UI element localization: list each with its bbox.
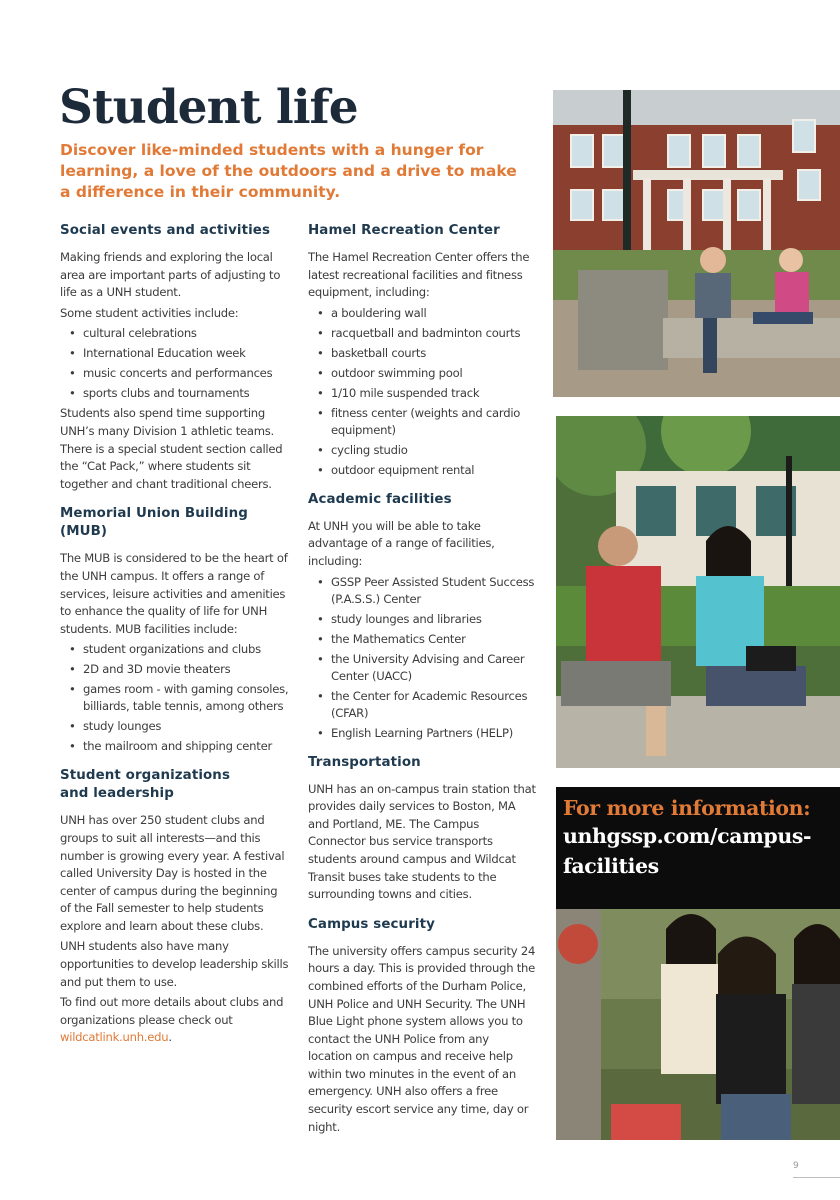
list-item: • outdoor swimming pool — [308, 365, 536, 382]
page-intro: Discover like-minded students with a hunger for learning, a love of the outdoors and a drive to make a difference in their community. — [60, 141, 517, 201]
photo-students-group — [556, 909, 840, 1140]
paragraph: Some student activities include: — [60, 305, 239, 320]
paragraph: The Hamel Recreation Center offers the latest recreational facilities and fitness equipment, including: — [308, 250, 530, 300]
section-social-events — [60, 222, 290, 493]
list-item: • International Education week — [60, 345, 290, 362]
list-item: • games room - with gaming consoles, billiards, table tennis, among others — [60, 681, 290, 715]
section-hamel-recreation — [308, 222, 536, 479]
paragraph: UNH students also have many opportunities to develop leadership skills and put them to use. — [60, 939, 289, 989]
list-item: • cultural celebrations — [60, 325, 290, 342]
bullet-list — [308, 305, 536, 479]
paragraph-text: To find out more details about clubs and organizations please check out — [60, 995, 284, 1027]
bullet-list — [60, 641, 290, 755]
list-item: • GSSP Peer Assisted Student Success (P.A.S.S.) Center — [308, 574, 536, 608]
paragraph: Students also spend time supporting UNH’s many Division 1 athletic teams. There is a special student section called the “Cat Pack,” where students sit together and chant traditional cheers. — [60, 406, 283, 491]
punctuation: . — [168, 1030, 172, 1045]
list-item: • basketball courts — [308, 345, 536, 362]
section-heading: Campus security — [308, 916, 435, 932]
paragraph: The university offers campus security 24 hours a day. This is provided through the combined efforts of the Durham Police, UNH Police and UNH Security. The UNH Blue Light phone system allows you to contact the UNH Police from any location on campus and receive help within two minutes in the event of an emergency. UNH also offers a free security escort service any time, day or night. — [308, 943, 536, 1134]
list-item: • student organizations and clubs — [60, 641, 290, 658]
section-mub — [60, 505, 290, 755]
page-number: 9 — [793, 1161, 799, 1171]
list-item: • the University Advising and Career Center (UACC) — [308, 651, 536, 685]
paragraph: UNH has an on-campus train station that provides daily services to Boston, MA and Portland, ME. The Campus Connector bus service transports students around campus and Wildcat Transit buses take students to the surrounding towns and cities. — [308, 781, 536, 902]
footer-divider — [793, 1177, 840, 1178]
list-item: • fitness center (weights and cardio equipment) — [308, 405, 536, 439]
heading-line: Student organizations — [60, 768, 231, 784]
section-heading: Transportation — [308, 754, 421, 770]
url-line: facilities — [563, 854, 659, 878]
list-item: • study lounges and libraries — [308, 611, 536, 628]
section-heading: Social events and activities — [60, 223, 271, 238]
heading-line: and leadership — [60, 786, 174, 802]
paragraph: The MUB is considered to be the heart of the UNH campus. It offers a range of services, leisure activities and amenities to enhance the quality of life for UNH students. MUB facilities include: — [60, 551, 288, 636]
section-campus-security — [308, 916, 536, 1137]
url-line: unhgssp.com/campus- — [563, 824, 812, 848]
list-item: • music concerts and performances — [60, 365, 290, 382]
info-url-link[interactable] — [563, 821, 834, 881]
section-heading: Memorial Union Building (MUB) — [60, 506, 248, 540]
section-student-organizations — [60, 767, 290, 1047]
paragraph — [60, 994, 290, 1047]
photo-students-campus-building — [553, 90, 840, 397]
list-item: • 2D and 3D movie theaters — [60, 661, 290, 678]
section-heading: Academic facilities — [308, 491, 452, 507]
list-item: • outdoor equipment rental — [308, 462, 536, 479]
page-title: Student life — [59, 80, 358, 135]
wildcatlink-link[interactable]: wildcatlink.unh.edu — [60, 1030, 169, 1045]
paragraph: At UNH you will be able to take advantage of a range of facilities, including: — [308, 518, 495, 568]
bullet-list — [308, 574, 536, 742]
list-item: • 1/10 mile suspended track — [308, 385, 536, 402]
list-item: • study lounges — [60, 718, 290, 735]
list-item: • the mailroom and shipping center — [60, 738, 290, 755]
bullet-list — [60, 325, 290, 402]
section-academic-facilities — [308, 491, 536, 742]
paragraph: UNH has over 250 student clubs and groups to suit all interests—and this number is growing every year. A festival called University Day is hosted in the center of campus during the beginning of the Fall semester to help students explore and learn about these clubs. — [60, 813, 285, 933]
list-item: • cycling studio — [308, 442, 536, 459]
paragraph: Making friends and exploring the local area are important parts of adjusting to life as a UNH student. — [60, 250, 281, 300]
more-information-box — [556, 787, 840, 909]
list-item: • sports clubs and tournaments — [60, 385, 290, 402]
list-item: • the Center for Academic Resources (CFAR) — [308, 688, 536, 722]
list-item: • a bouldering wall — [308, 305, 536, 322]
section-heading: Hamel Recreation Center — [308, 223, 500, 238]
photo-students-talking — [556, 416, 840, 768]
section-heading — [60, 767, 290, 803]
right-column — [308, 222, 536, 1148]
section-transportation — [308, 754, 536, 904]
list-item: • the Mathematics Center — [308, 631, 536, 648]
left-column — [60, 222, 290, 1059]
info-heading: For more information: — [563, 796, 811, 820]
list-item: • racquetball and badminton courts — [308, 325, 536, 342]
list-item: • English Learning Partners (HELP) — [308, 725, 536, 742]
